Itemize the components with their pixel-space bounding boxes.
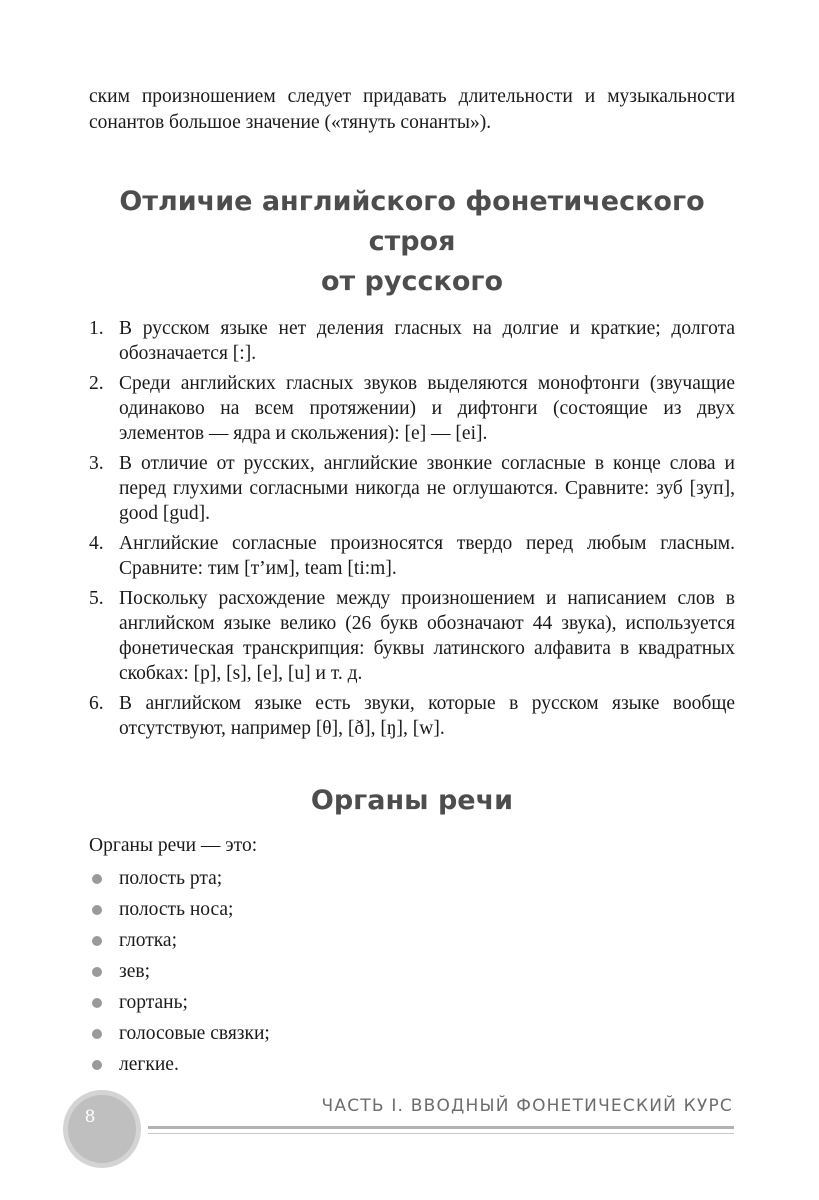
page-content	[89, 84, 735, 1080]
bullet-item-text: полость носа;	[119, 899, 234, 920]
page-number-badge	[63, 1090, 141, 1168]
list-item	[89, 586, 735, 686]
bullet-item-text: зев;	[119, 961, 150, 982]
list-item	[89, 691, 735, 741]
bullet-item-text: гортань;	[119, 992, 188, 1013]
list-item-number: 1.	[89, 318, 104, 339]
bullet-item	[89, 1049, 735, 1080]
list-item-text: В русском языке нет деления гласных на долгие и краткие; долгота обозначается [:].	[119, 318, 735, 364]
section-heading-speech-organs: Органы речи	[310, 785, 514, 816]
intro-paragraph: ским произношением следует придавать длительности и музыкальности сонантов большое значение («тянуть сонанты»).	[89, 86, 735, 133]
bullet-dot-icon	[92, 998, 102, 1008]
bullet-list	[89, 863, 735, 1080]
list-item	[89, 451, 735, 526]
list-item	[89, 316, 735, 366]
numbered-list	[89, 316, 735, 741]
list-item-number: 4.	[89, 533, 104, 554]
bullet-item	[89, 987, 735, 1018]
section-heading-line2: от русского	[320, 266, 504, 297]
bullet-item-text: голосовые связки;	[119, 1023, 270, 1044]
list-item-text: В английском языке есть звуки, которые в русском языке вообще отсутствуют, например [θ], [ð], [ŋ], [w].	[119, 693, 735, 739]
page-number: 8	[84, 1107, 96, 1127]
bullet-item	[89, 863, 735, 894]
speech-organs-lead: Органы речи — это:	[89, 835, 258, 856]
list-item-text: Английские согласные произносятся твердо перед любым гласным. Сравните: тим [т’им], team [ti:m].	[119, 533, 735, 579]
list-item-number: 2.	[89, 373, 104, 394]
list-item	[89, 371, 735, 446]
list-item-number: 3.	[89, 453, 104, 474]
bullet-item-text: глотка;	[119, 930, 178, 951]
bullet-item-text: легкие.	[119, 1054, 179, 1075]
section-heading-line1: Отличие английского фонетического строя	[119, 186, 705, 257]
section-heading-phonetics	[89, 182, 735, 302]
list-item	[89, 531, 735, 581]
list-item-number: 6.	[89, 693, 104, 714]
bullet-dot-icon	[92, 1029, 102, 1039]
list-item-text: Среди английских гласных звуков выделяются монофтонги (звучащие одинаково на всем протяжении) и дифтонги (состоящие из двух элементов — ядра и скольжения): [e] — [ei].	[119, 373, 735, 444]
page-number-badge-inner	[68, 1095, 136, 1163]
bullet-item	[89, 925, 735, 956]
bullet-item	[89, 1018, 735, 1049]
bullet-dot-icon	[92, 936, 102, 946]
bullet-item-text: полость рта;	[119, 868, 223, 889]
bullet-item	[89, 956, 735, 987]
list-item-text: В отличие от русских, английские звонкие согласные в конце слова и перед глухими согласными никогда не оглушаются. Сравните: зуб [зуп], good [gud].	[119, 453, 735, 524]
footer-divider	[148, 1126, 734, 1134]
bullet-dot-icon	[92, 905, 102, 915]
list-item-text: Поскольку расхождение между произношением и написанием слов в английском языке велико (26 букв обозначают 44 звука), используется фонетическая транскрипция: буквы латинского алфавита в квадратных скобках: [p], [s], [e], [u] и т. д.	[119, 588, 735, 684]
bullet-dot-icon	[92, 874, 102, 884]
running-title: ЧАСТЬ I. ВВОДНЫЙ ФОНЕТИЧЕСКИЙ КУРС	[321, 1096, 733, 1116]
list-item-number: 5.	[89, 588, 104, 609]
bullet-dot-icon	[92, 967, 102, 977]
bullet-dot-icon	[92, 1060, 102, 1070]
bullet-item	[89, 894, 735, 925]
